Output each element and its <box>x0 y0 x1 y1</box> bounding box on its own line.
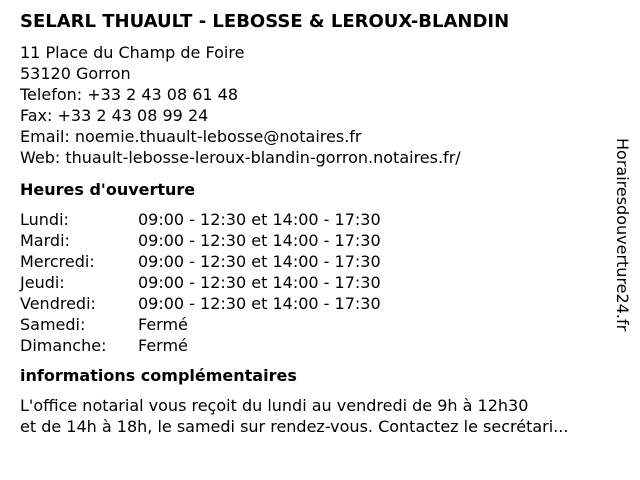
hours-day-label: Lundi: <box>20 210 69 229</box>
info-line-1: L'office notarial vous reçoit du lundi au vendredi de 9h à 12h30 <box>20 396 529 415</box>
hours-row-wednesday <box>20 251 640 272</box>
hours-row-tuesday <box>20 230 640 251</box>
office-name: SELARL THUAULT - LEBOSSE & LEROUX-BLANDIN <box>20 11 510 32</box>
info-line-2: et de 14h à 18h, le samedi sur rendez-vous. Contactez le secrétari... <box>20 417 569 436</box>
info-heading: informations complémentaires <box>20 366 297 385</box>
hours-day-label: Vendredi: <box>20 294 96 313</box>
hours-time-value: 09:00 - 12:30 et 14:00 - 17:30 <box>138 273 381 292</box>
hours-day-label: Mercredi: <box>20 252 95 271</box>
hours-row-sunday <box>20 335 640 356</box>
hours-time-value: Fermé <box>138 336 188 355</box>
hours-day-label: Dimanche: <box>20 336 107 355</box>
address-line-1: 11 Place du Champ de Foire <box>20 43 245 62</box>
hours-time-value: 09:00 - 12:30 et 14:00 - 17:30 <box>138 210 381 229</box>
contact-block <box>20 42 640 168</box>
hours-day-label: Jeudi: <box>20 273 65 292</box>
hours-row-saturday <box>20 314 640 335</box>
fax-number: Fax: +33 2 43 08 99 24 <box>20 106 209 125</box>
hours-day-label: Mardi: <box>20 231 70 250</box>
hours-day-label: Samedi: <box>20 315 86 334</box>
hours-time-value: Fermé <box>138 315 188 334</box>
hours-table <box>20 209 640 356</box>
hours-row-thursday <box>20 272 640 293</box>
hours-time-value: 09:00 - 12:30 et 14:00 - 17:30 <box>138 252 381 271</box>
site-watermark: Horairesdouverture24.fr <box>613 138 632 332</box>
address-line-2: 53120 Gorron <box>20 64 131 83</box>
website-address: Web: thuault-lebosse-leroux-blandin-gorron.notaires.fr/ <box>20 148 461 167</box>
hours-row-monday <box>20 209 640 230</box>
phone-number: Telefon: +33 2 43 08 61 48 <box>20 85 239 104</box>
hours-time-value: 09:00 - 12:30 et 14:00 - 17:30 <box>138 231 381 250</box>
email-address: Email: noemie.thuault-lebosse@notaires.fr <box>20 127 362 146</box>
hours-time-value: 09:00 - 12:30 et 14:00 - 17:30 <box>138 294 381 313</box>
hours-row-friday <box>20 293 640 314</box>
hours-heading: Heures d'ouverture <box>20 180 196 199</box>
